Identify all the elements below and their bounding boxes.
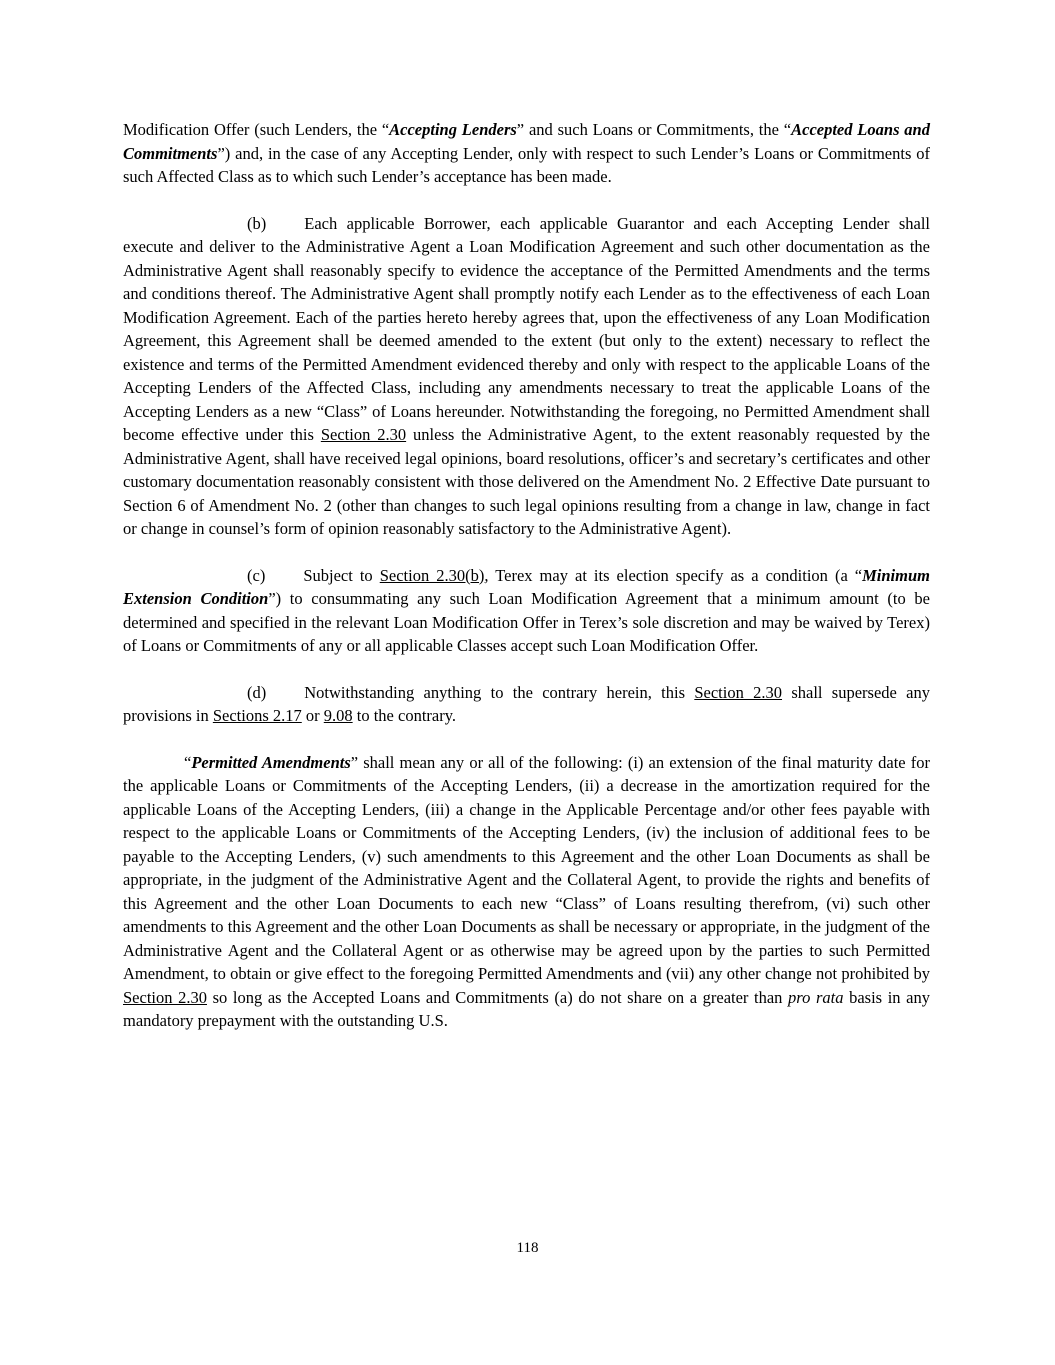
paragraph — [123, 564, 930, 658]
text-segment: “ — [184, 752, 192, 772]
paragraph — [123, 751, 930, 1033]
section-reference: Section 2.30 — [320, 425, 407, 444]
paragraph — [123, 118, 930, 189]
text-segment: (b) — [247, 213, 267, 233]
defined-term: Minimum Extension Condition — [123, 565, 930, 608]
document-body — [123, 118, 930, 1056]
section-reference: Section 2.30(b) — [379, 565, 485, 585]
text-segment: shall supersede any provisions in — [123, 682, 930, 725]
text-segment: (c) — [247, 565, 266, 585]
text-segment: ” shall mean any or all of the following: (i) an extension of the final maturity date for the applicable Loans or Commitments of the Accepting Lenders, (ii) a decrease in the amortization required for the applicable Loans of the Accepting Lenders, (iii) a change in the Applicable Percentage and/or other fees payable with respect to the applicable Loans or Commitments of the Accepting Lenders, (iv) the inclusion of additional fees to be payable to the Accepting Lenders, (v) such amendments to this Agreement and the other Loan Documents as shall be appropriate, in the judgment of the Administrative Agent and the Collateral Agent, to provide the rights and benefits of this Agreement and the other Loan Documents to each new “Class” of Loans resulting therefrom, (vi) such other amendments to this Agreement and the other Loan Documents as shall be necessary or appropriate, in the judgment of the Administrative Agent and the Collateral Agent or as otherwise may be agreed upon by the parties to such Permitted Amendment, to obtain or give effect to the foregoing Permitted Amendments and (vii) any other change not prohibited by — [123, 752, 930, 983]
text-segment: ”) and, in the case of any Accepting Lender, only with respect to such Lender’s Loans or Commitments of such Affected Class as to which such Lender’s acceptance has been made. — [123, 143, 930, 186]
text-segment: so long as the Accepted Loans and Commitments (a) do not share on a greater than — [206, 987, 789, 1007]
defined-term: Permitted Amendments — [191, 752, 351, 772]
text-segment: Notwithstanding anything to the contrary herein, this — [304, 682, 695, 702]
text-segment: (d) — [247, 682, 267, 702]
paragraph — [123, 212, 930, 541]
text-segment: ” and such Loans or Commitments, the “ — [516, 120, 792, 139]
section-reference: Section 2.30 — [694, 682, 783, 702]
text-segment: Modification Offer (such Lenders, the “ — [123, 120, 390, 139]
text-segment: unless the Administrative Agent, to the extent reasonably requested by the Administrative Agent, shall have received legal opinions, board resolutions, officer’s and secretary’s certificates and other customary documentation reasonably consistent with those delivered on the Amendment No. 2 Effective Date pursuant to Section 6 of Amendment No. 2 (other than changes to such legal opinions resulting from a change in law, change in fact or change in counsel’s form of opinion reasonably satisfactory to the Administrative Agent). — [123, 425, 930, 538]
section-reference: 9.08 — [323, 706, 353, 725]
text-segment: pro rata — [788, 987, 844, 1007]
text-segment: basis in any mandatory prepayment with the outstanding U.S. — [123, 987, 930, 1030]
defined-term: Accepting Lenders — [389, 120, 517, 139]
text-segment: Each applicable Borrower, each applicable Guarantor and each Accepting Lender shall execute and deliver to the Administrative Agent a Loan Modification Agreement and such other documentation as the Administrative Agent shall reasonably specify to evidence the acceptance of the Permitted Amendments and the terms and conditions thereof. The Administrative Agent shall promptly notify each Lender as to the effectiveness of each Loan Modification Agreement. Each of the parties hereto hereby agrees that, upon the effectiveness of any Loan Modification Agreement, this Agreement shall be deemed amended to the extent (but only to the extent) necessary to reflect the existence and terms of the Permitted Amendment evidenced thereby and only with respect to the applicable Loans of the Accepting Lenders of the Affected Class, including any amendments necessary to treat the applicable Loans of the Accepting Lenders as a new “Class” of Loans hereunder. Notwithstanding the foregoing, no Permitted Amendment shall become effective under this — [123, 213, 930, 444]
text-segment: Subject to — [303, 565, 380, 585]
defined-term: Accepted Loans and Commitments — [123, 120, 930, 163]
text-segment: or — [301, 706, 324, 725]
page-number: 118 — [516, 1240, 539, 1256]
text-segment: to the contrary. — [352, 706, 457, 725]
text-segment: ”) to consummating any such Loan Modification Agreement that a minimum amount (to be determined and specified in the relevant Loan Modification Offer in Terex’s sole discretion and may be waived by Terex) of Loans or Commitments of any or all applicable Classes accept such Loan Modification Offer. — [123, 589, 930, 655]
section-reference: Section 2.30 — [123, 987, 207, 1007]
section-reference: Sections 2.17 — [212, 706, 302, 725]
paragraph — [123, 681, 930, 728]
text-segment: , Terex may at its election specify as a condition (a “ — [484, 565, 863, 585]
